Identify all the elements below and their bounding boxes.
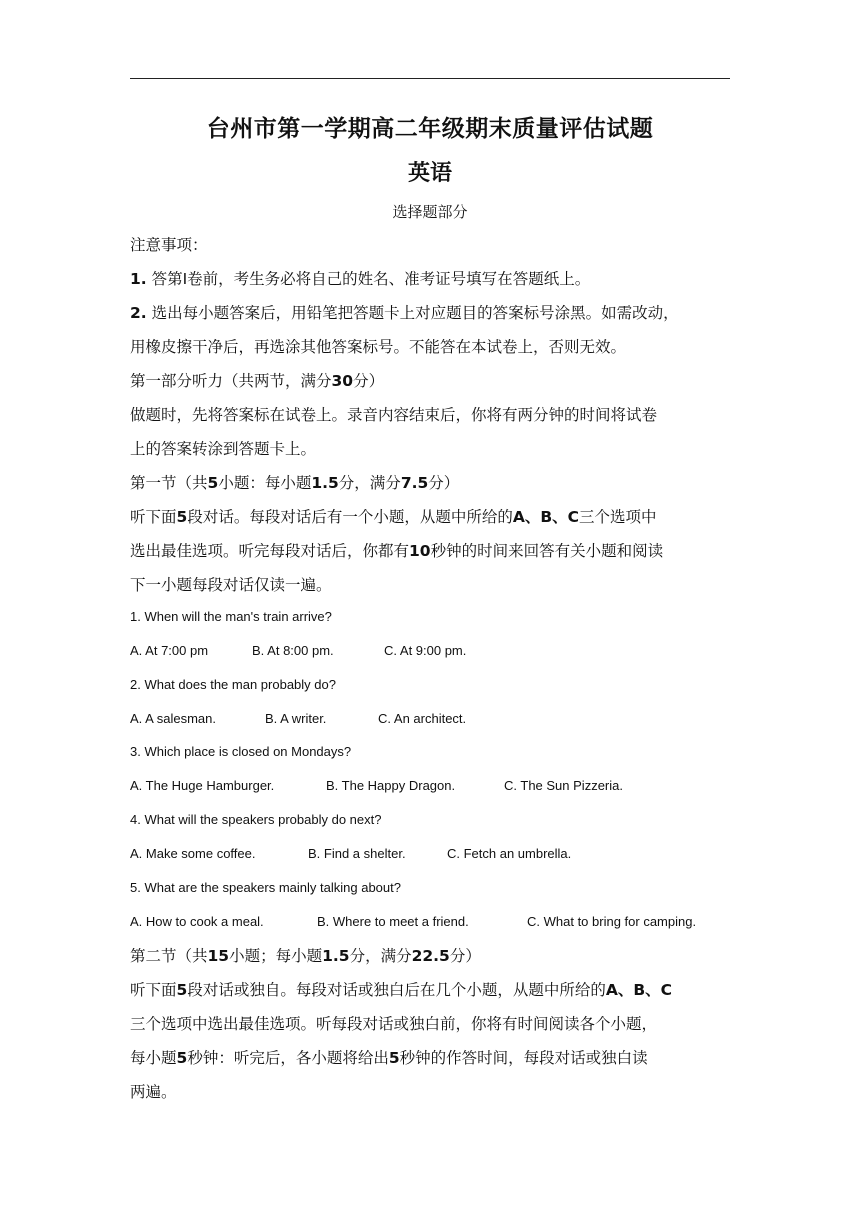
part1-intro-line1: 做题时，先将答案标在试卷上。录音内容结束后，你将有两分钟的时间将试卷 [130,406,658,424]
option-b: B. Find a shelter. [308,846,406,861]
option-a: A. How to cook a meal. [130,914,264,929]
exam-title: 台州市第一学期高二年级期末质量评估试题 [206,116,654,142]
text: 段对话或独自。每段对话或独白后在几个小题，从题中所给的 [187,981,606,999]
heading-text: 分，满分 [349,947,412,965]
option-b: B. The Happy Dragon. [326,778,456,793]
option-a: A. The Huge Hamburger. [130,778,275,793]
text: 每小题 [130,1049,177,1067]
text: 听下面 [130,508,177,526]
section2-heading [130,939,734,973]
heading-text: 第一部分听力（共两节，满分 [130,372,332,390]
option-b: B. Where to meet a friend. [317,914,469,929]
options-letters: A、B、C [512,508,580,526]
number: 5 [176,1049,188,1067]
number: 5 [176,981,188,999]
part1-heading [130,364,734,398]
heading-text: 小题：每小题 [218,474,312,492]
notes-item-1 [130,262,734,296]
section-name: 选择题部分 [392,203,468,221]
notes-item-2-cont: 用橡皮擦干净后，再选涂其他答案标号。不能答在本试卷上，否则无效。 [130,338,627,356]
text: 秒钟的作答时间，每段对话或独白读 [399,1049,648,1067]
score-number: 30 [331,372,354,390]
number: 5 [176,508,188,526]
number: 22.5 [411,947,450,965]
option-b: B. A writer. [265,711,327,726]
heading-text: 分） [449,947,481,965]
question-2: 2. What does the man probably do? [130,677,336,692]
notes-item-2 [130,296,734,330]
heading-text: 第二节（共 [130,947,208,965]
text: 秒钟：听完后，各小题将给出 [187,1049,389,1067]
option-a: A. A salesman. [130,711,216,726]
header-rule [130,78,730,79]
section1-heading [130,466,734,500]
section1-instructions-line2 [130,534,734,568]
item-number: 1. [130,270,147,288]
option-c: C. Fetch an umbrella. [447,846,572,861]
heading-text: 分） [353,372,385,390]
option-a: A. At 7:00 pm [130,643,209,658]
option-c: C. The Sun Pizzeria. [504,778,623,793]
number: 10 [409,542,431,560]
question-3: 3. Which place is closed on Mondays? [130,744,352,759]
options-letters: A、B、C [605,981,673,999]
heading-text: 小题；每小题 [229,947,323,965]
option-c: C. At 9:00 pm. [384,643,467,658]
section2-instructions-line4: 两遍。 [130,1083,177,1101]
item-text: 答第Ⅰ卷前，考生务必将自己的姓名、准考证号填写在答题纸上。 [146,270,591,288]
section2-instructions-line3 [130,1041,734,1075]
text: 选出最佳选项。听完每段对话后，你都有 [130,542,410,560]
section2-instructions-line1 [130,973,734,1007]
item-text: 选出每小题答案后，用铅笔把答题卡上对应题目的答案标号涂黑。如需改动， [146,304,679,322]
number: 5 [207,474,219,492]
notes-heading: 注意事项： [130,236,208,254]
heading-text: 分，满分 [338,474,401,492]
item-number: 2. [130,304,147,322]
option-b: B. At 8:00 pm. [252,643,334,658]
number: 1.5 [311,474,339,492]
question-4: 4. What will the speakers probably do next? [130,812,382,827]
text: 三个选项中 [579,508,657,526]
option-c: C. An architect. [378,711,467,726]
section2-instructions-line2: 三个选项中选出最佳选项。听每段对话或独白前，你将有时间阅读各个小题， [130,1015,658,1033]
number: 15 [207,947,230,965]
subject-title: 英语 [407,161,452,186]
part1-intro-line2: 上的答案转涂到答题卡上。 [130,440,317,458]
number: 7.5 [400,474,429,492]
heading-text: 第一节（共 [130,474,208,492]
question-1: 1. When will the man's train arrive? [130,609,332,624]
number: 1.5 [322,947,350,965]
option-a: A. Make some coffee. [130,846,256,861]
section1-instructions-line1 [130,500,734,534]
text: 段对话。每段对话后有一个小题，从题中所给的 [187,508,513,526]
text: 秒钟的时间来回答有关小题和阅读 [430,542,664,560]
option-c: C. What to bring for camping. [527,914,697,929]
number: 5 [388,1049,400,1067]
text: 听下面 [130,981,177,999]
section1-instructions-line3: 下一小题每段对话仅读一遍。 [130,576,332,594]
heading-text: 分） [428,474,460,492]
question-5: 5. What are the speakers mainly talking about? [130,880,401,895]
